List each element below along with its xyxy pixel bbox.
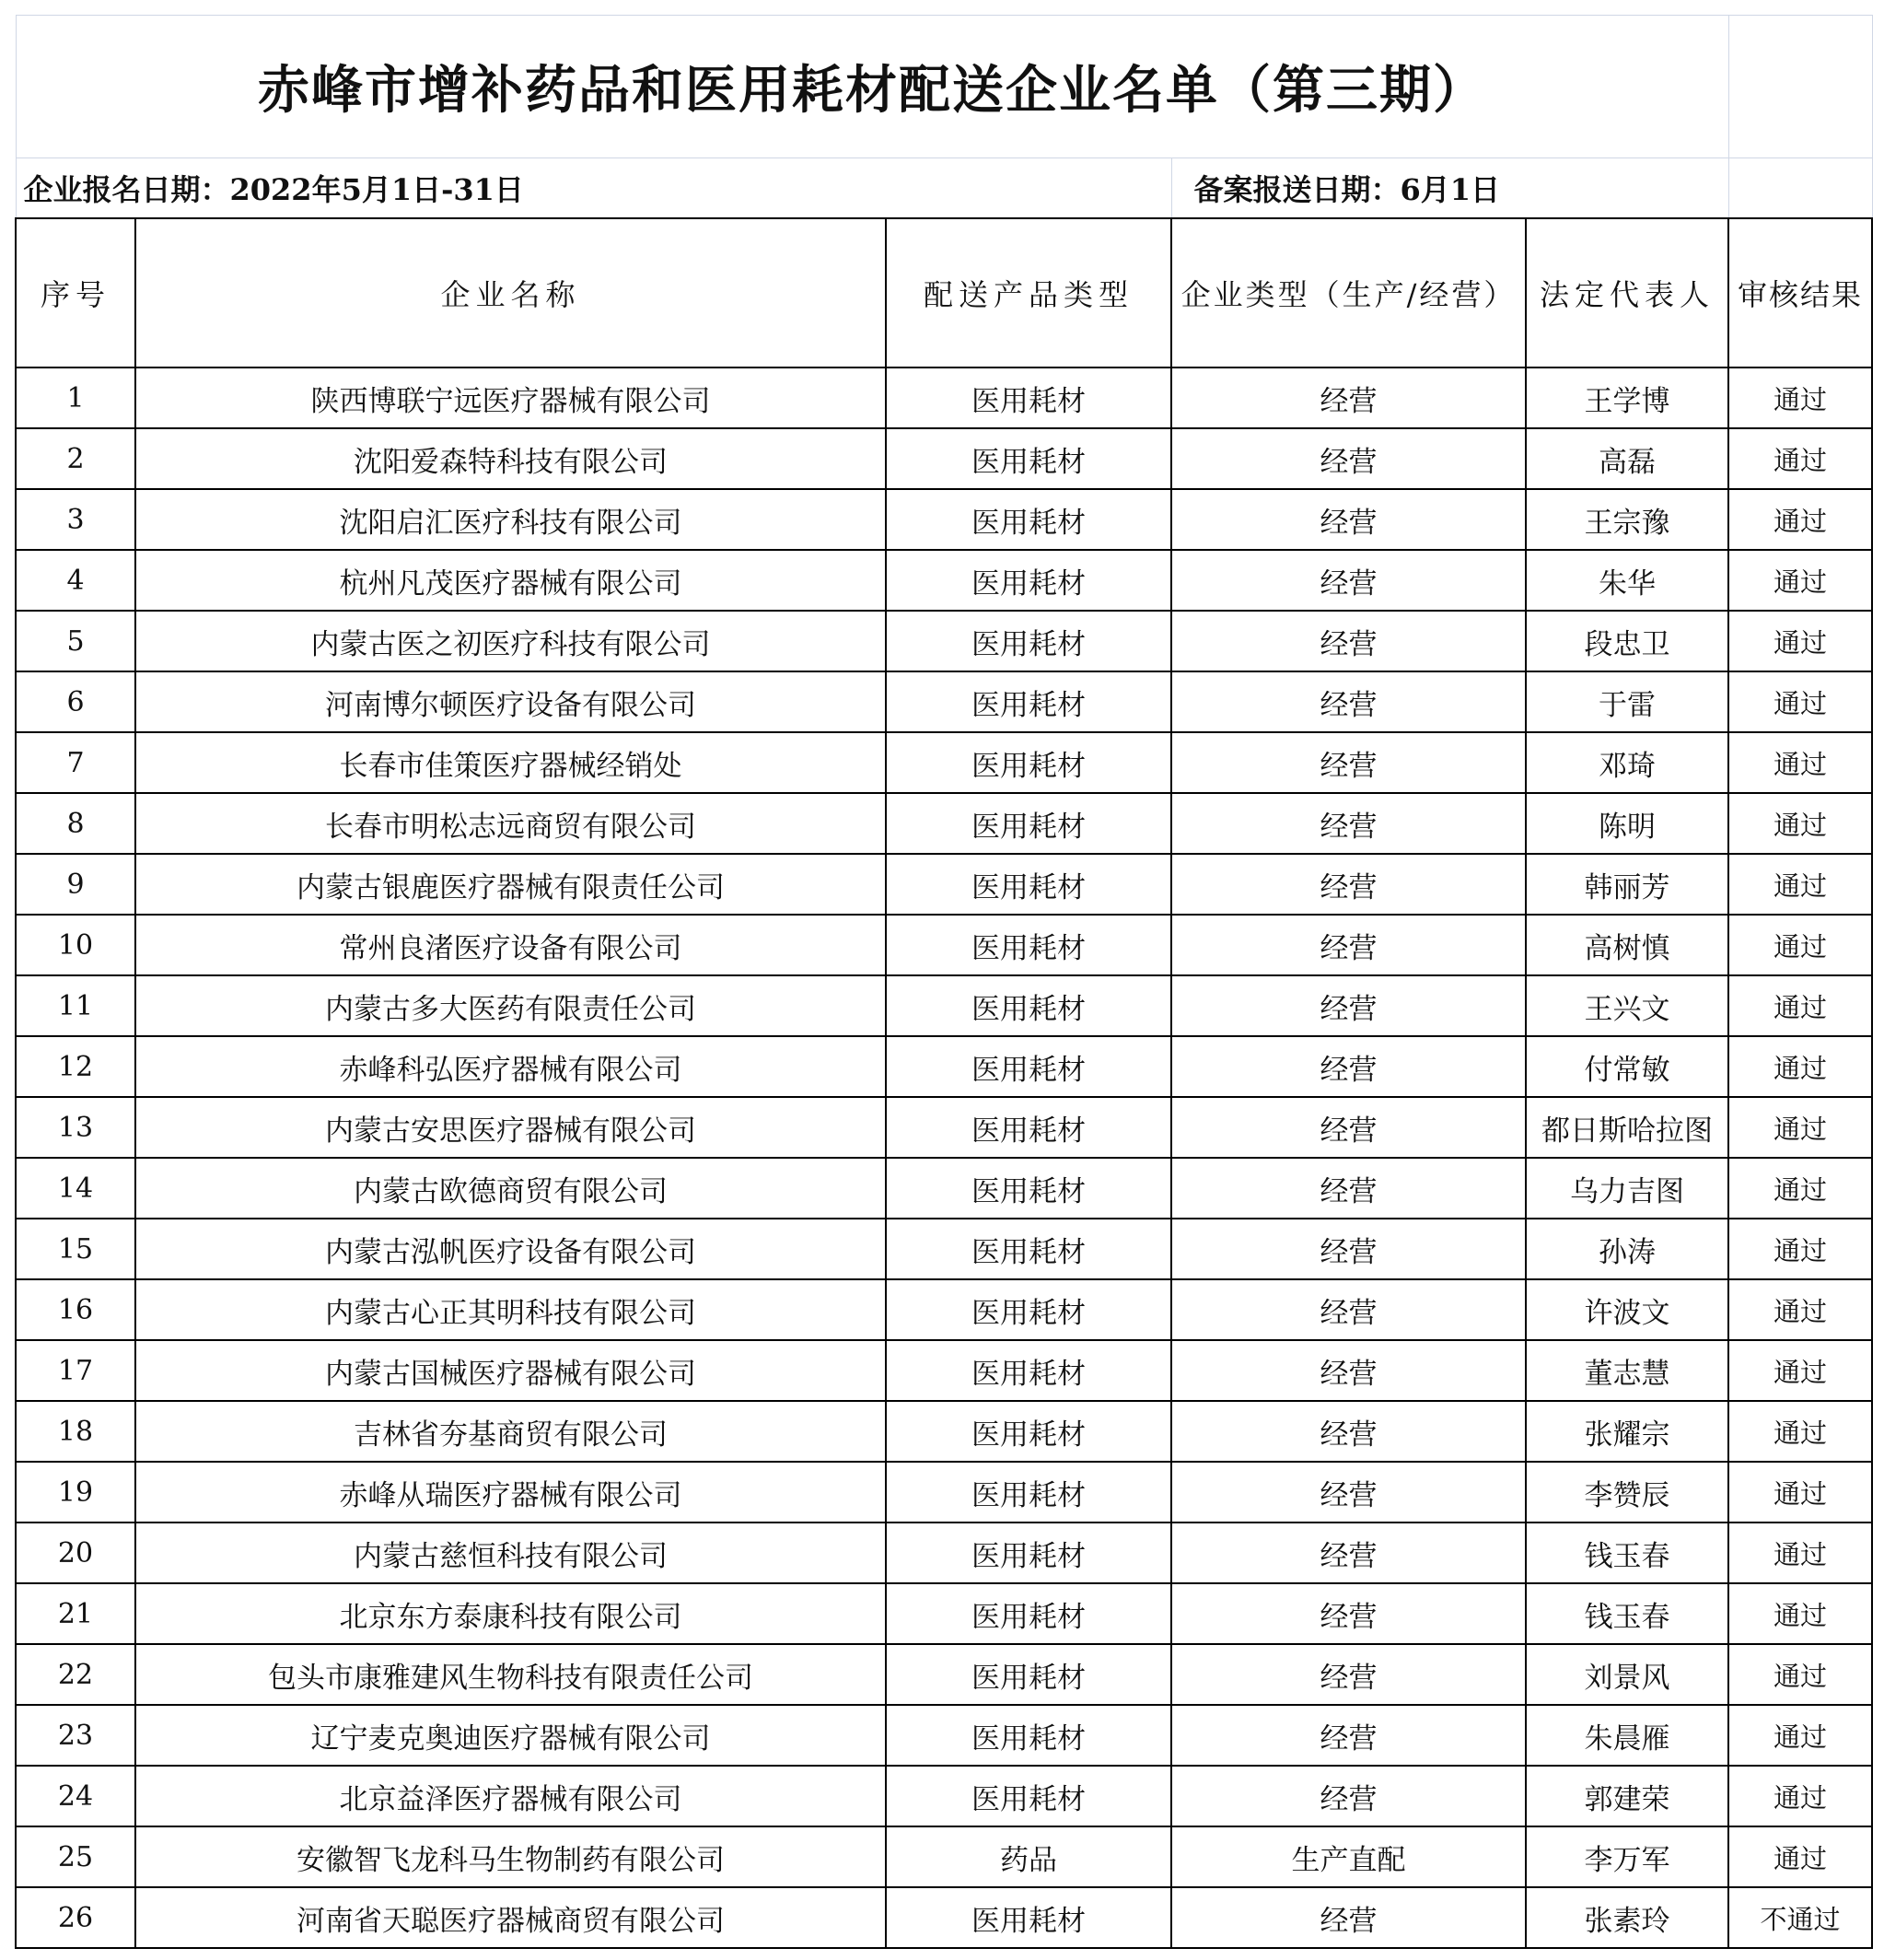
legal-representative: 段忠卫 bbox=[1526, 611, 1728, 671]
legal-representative: 王宗豫 bbox=[1526, 489, 1728, 550]
company-type: 经营 bbox=[1171, 793, 1526, 854]
company-name: 北京益泽医疗器械有限公司 bbox=[135, 1766, 886, 1826]
filing-date: 备案报送日期：6月1日 bbox=[1171, 158, 1728, 219]
company-name: 沈阳爱森特科技有限公司 bbox=[135, 428, 886, 489]
legal-representative: 董志慧 bbox=[1526, 1340, 1728, 1401]
company-type: 经营 bbox=[1171, 368, 1526, 428]
company-name: 内蒙古医之初医疗科技有限公司 bbox=[135, 611, 886, 671]
table-row bbox=[16, 671, 1872, 732]
empty-cell bbox=[1728, 16, 1872, 158]
product-type: 医用耗材 bbox=[886, 1887, 1171, 1948]
product-type: 医用耗材 bbox=[886, 611, 1171, 671]
review-result: 通过 bbox=[1728, 1340, 1872, 1401]
legal-representative: 朱华 bbox=[1526, 550, 1728, 611]
company-type: 经营 bbox=[1171, 550, 1526, 611]
row-index: 22 bbox=[16, 1644, 135, 1705]
product-type: 医用耗材 bbox=[886, 1583, 1171, 1644]
company-name: 赤峰科弘医疗器械有限公司 bbox=[135, 1036, 886, 1097]
product-type: 药品 bbox=[886, 1826, 1171, 1887]
review-result: 通过 bbox=[1728, 368, 1872, 428]
review-result: 通过 bbox=[1728, 1097, 1872, 1158]
table-row bbox=[16, 550, 1872, 611]
review-result: 通过 bbox=[1728, 793, 1872, 854]
legal-representative: 陈明 bbox=[1526, 793, 1728, 854]
legal-representative: 付常敏 bbox=[1526, 1036, 1728, 1097]
review-result: 通过 bbox=[1728, 550, 1872, 611]
company-name: 杭州凡茂医疗器械有限公司 bbox=[135, 550, 886, 611]
row-index: 23 bbox=[16, 1705, 135, 1766]
company-name: 沈阳启汇医疗科技有限公司 bbox=[135, 489, 886, 550]
row-index: 24 bbox=[16, 1766, 135, 1826]
review-result: 通过 bbox=[1728, 732, 1872, 793]
legal-representative: 刘景风 bbox=[1526, 1644, 1728, 1705]
table-row bbox=[16, 975, 1872, 1036]
row-index: 1 bbox=[16, 368, 135, 428]
column-header-product-type: 配送产品类型 bbox=[886, 218, 1171, 368]
review-result: 通过 bbox=[1728, 1401, 1872, 1462]
table-row bbox=[16, 732, 1872, 793]
table-row bbox=[16, 1401, 1872, 1462]
table-row bbox=[16, 1826, 1872, 1887]
company-type: 经营 bbox=[1171, 1766, 1526, 1826]
product-type: 医用耗材 bbox=[886, 1766, 1171, 1826]
table-row bbox=[16, 1644, 1872, 1705]
company-name: 北京东方泰康科技有限公司 bbox=[135, 1583, 886, 1644]
table-row bbox=[16, 1340, 1872, 1401]
row-index: 17 bbox=[16, 1340, 135, 1401]
meta-row bbox=[16, 158, 1872, 219]
company-type: 经营 bbox=[1171, 1036, 1526, 1097]
review-result: 通过 bbox=[1728, 915, 1872, 975]
review-result: 通过 bbox=[1728, 671, 1872, 732]
table-row bbox=[16, 1158, 1872, 1219]
row-index: 18 bbox=[16, 1401, 135, 1462]
legal-representative: 钱玉春 bbox=[1526, 1583, 1728, 1644]
table-header-row bbox=[16, 218, 1872, 368]
company-type: 经营 bbox=[1171, 1219, 1526, 1279]
table-row bbox=[16, 489, 1872, 550]
company-type: 经营 bbox=[1171, 732, 1526, 793]
legal-representative: 许波文 bbox=[1526, 1279, 1728, 1340]
column-header-index: 序号 bbox=[16, 218, 135, 368]
company-name: 辽宁麦克奥迪医疗器械有限公司 bbox=[135, 1705, 886, 1766]
row-index: 15 bbox=[16, 1219, 135, 1279]
company-name: 内蒙古慈恒科技有限公司 bbox=[135, 1522, 886, 1583]
row-index: 16 bbox=[16, 1279, 135, 1340]
company-type: 经营 bbox=[1171, 1462, 1526, 1522]
row-index: 9 bbox=[16, 854, 135, 915]
legal-representative: 朱晨雁 bbox=[1526, 1705, 1728, 1766]
legal-representative: 李赞辰 bbox=[1526, 1462, 1728, 1522]
table-row bbox=[16, 1462, 1872, 1522]
product-type: 医用耗材 bbox=[886, 671, 1171, 732]
row-index: 20 bbox=[16, 1522, 135, 1583]
product-type: 医用耗材 bbox=[886, 1097, 1171, 1158]
registration-date: 企业报名日期：2022年5月1日-31日 bbox=[16, 158, 1171, 219]
product-type: 医用耗材 bbox=[886, 1340, 1171, 1401]
table-row bbox=[16, 915, 1872, 975]
row-index: 4 bbox=[16, 550, 135, 611]
company-type: 经营 bbox=[1171, 1583, 1526, 1644]
review-result: 通过 bbox=[1728, 854, 1872, 915]
legal-representative: 韩丽芳 bbox=[1526, 854, 1728, 915]
table-row bbox=[16, 1219, 1872, 1279]
legal-representative: 王学博 bbox=[1526, 368, 1728, 428]
review-result: 通过 bbox=[1728, 611, 1872, 671]
review-result: 通过 bbox=[1728, 1279, 1872, 1340]
legal-representative: 张耀宗 bbox=[1526, 1401, 1728, 1462]
legal-representative: 张素玲 bbox=[1526, 1887, 1728, 1948]
page-title: 赤峰市增补药品和医用耗材配送企业名单（第三期） bbox=[16, 16, 1728, 158]
column-header-result: 审核结果 bbox=[1728, 218, 1872, 368]
company-name: 陕西博联宁远医疗器械有限公司 bbox=[135, 368, 886, 428]
table-row bbox=[16, 1097, 1872, 1158]
product-type: 医用耗材 bbox=[886, 489, 1171, 550]
review-result: 通过 bbox=[1728, 1036, 1872, 1097]
row-index: 19 bbox=[16, 1462, 135, 1522]
legal-representative: 邓琦 bbox=[1526, 732, 1728, 793]
row-index: 2 bbox=[16, 428, 135, 489]
row-index: 5 bbox=[16, 611, 135, 671]
review-result: 通过 bbox=[1728, 1522, 1872, 1583]
row-index: 25 bbox=[16, 1826, 135, 1887]
table-row bbox=[16, 1766, 1872, 1826]
table-row bbox=[16, 1279, 1872, 1340]
company-name: 赤峰从瑞医疗器械有限公司 bbox=[135, 1462, 886, 1522]
company-type: 经营 bbox=[1171, 1644, 1526, 1705]
table-row bbox=[16, 1705, 1872, 1766]
company-type: 经营 bbox=[1171, 1340, 1526, 1401]
product-type: 医用耗材 bbox=[886, 854, 1171, 915]
row-index: 21 bbox=[16, 1583, 135, 1644]
legal-representative: 于雷 bbox=[1526, 671, 1728, 732]
review-result: 通过 bbox=[1728, 428, 1872, 489]
table-row bbox=[16, 1583, 1872, 1644]
column-header-legal-rep: 法定代表人 bbox=[1526, 218, 1728, 368]
table-row bbox=[16, 854, 1872, 915]
company-type: 经营 bbox=[1171, 1401, 1526, 1462]
legal-representative: 孙涛 bbox=[1526, 1219, 1728, 1279]
company-type: 经营 bbox=[1171, 1279, 1526, 1340]
company-type: 经营 bbox=[1171, 1705, 1526, 1766]
product-type: 医用耗材 bbox=[886, 1644, 1171, 1705]
table-row bbox=[16, 1522, 1872, 1583]
product-type: 医用耗材 bbox=[886, 732, 1171, 793]
table-row bbox=[16, 611, 1872, 671]
row-index: 13 bbox=[16, 1097, 135, 1158]
review-result: 通过 bbox=[1728, 975, 1872, 1036]
product-type: 医用耗材 bbox=[886, 368, 1171, 428]
product-type: 医用耗材 bbox=[886, 1219, 1171, 1279]
company-type: 经营 bbox=[1171, 975, 1526, 1036]
company-type: 经营 bbox=[1171, 489, 1526, 550]
legal-representative: 钱玉春 bbox=[1526, 1522, 1728, 1583]
company-type: 经营 bbox=[1171, 1158, 1526, 1219]
legal-representative: 李万军 bbox=[1526, 1826, 1728, 1887]
row-index: 14 bbox=[16, 1158, 135, 1219]
row-index: 8 bbox=[16, 793, 135, 854]
review-result: 通过 bbox=[1728, 1462, 1872, 1522]
column-header-company-type: 企业类型（生产/经营） bbox=[1171, 218, 1526, 368]
review-result: 通过 bbox=[1728, 1826, 1872, 1887]
product-type: 医用耗材 bbox=[886, 1462, 1171, 1522]
company-name: 河南省天聪医疗器械商贸有限公司 bbox=[135, 1887, 886, 1948]
company-name: 内蒙古国械医疗器械有限公司 bbox=[135, 1340, 886, 1401]
title-row bbox=[16, 16, 1872, 158]
company-name: 内蒙古安思医疗器械有限公司 bbox=[135, 1097, 886, 1158]
product-type: 医用耗材 bbox=[886, 1401, 1171, 1462]
legal-representative: 乌力吉图 bbox=[1526, 1158, 1728, 1219]
column-header-company: 企业名称 bbox=[135, 218, 886, 368]
product-type: 医用耗材 bbox=[886, 793, 1171, 854]
company-type: 经营 bbox=[1171, 671, 1526, 732]
legal-representative: 都日斯哈拉图 bbox=[1526, 1097, 1728, 1158]
review-result: 通过 bbox=[1728, 1583, 1872, 1644]
spreadsheet-page bbox=[15, 15, 1871, 1945]
table-row bbox=[16, 1036, 1872, 1097]
product-type: 医用耗材 bbox=[886, 550, 1171, 611]
company-name: 长春市明松志远商贸有限公司 bbox=[135, 793, 886, 854]
review-result: 通过 bbox=[1728, 1705, 1872, 1766]
product-type: 医用耗材 bbox=[886, 1036, 1171, 1097]
legal-representative: 高磊 bbox=[1526, 428, 1728, 489]
enterprise-list-table bbox=[15, 15, 1873, 1949]
company-type: 经营 bbox=[1171, 1887, 1526, 1948]
table-row bbox=[16, 1887, 1872, 1948]
company-name: 内蒙古多大医药有限责任公司 bbox=[135, 975, 886, 1036]
company-name: 内蒙古银鹿医疗器械有限责任公司 bbox=[135, 854, 886, 915]
legal-representative: 郭建荣 bbox=[1526, 1766, 1728, 1826]
review-result: 通过 bbox=[1728, 1158, 1872, 1219]
legal-representative: 高树慎 bbox=[1526, 915, 1728, 975]
table-row bbox=[16, 793, 1872, 854]
table-row bbox=[16, 368, 1872, 428]
product-type: 医用耗材 bbox=[886, 915, 1171, 975]
review-result: 通过 bbox=[1728, 1766, 1872, 1826]
company-name: 河南博尔顿医疗设备有限公司 bbox=[135, 671, 886, 732]
review-result: 通过 bbox=[1728, 1644, 1872, 1705]
empty-cell bbox=[1728, 158, 1872, 219]
product-type: 医用耗材 bbox=[886, 1279, 1171, 1340]
company-name: 内蒙古欧德商贸有限公司 bbox=[135, 1158, 886, 1219]
row-index: 11 bbox=[16, 975, 135, 1036]
product-type: 医用耗材 bbox=[886, 1705, 1171, 1766]
company-type: 生产直配 bbox=[1171, 1826, 1526, 1887]
company-type: 经营 bbox=[1171, 1522, 1526, 1583]
row-index: 3 bbox=[16, 489, 135, 550]
product-type: 医用耗材 bbox=[886, 428, 1171, 489]
company-type: 经营 bbox=[1171, 1097, 1526, 1158]
product-type: 医用耗材 bbox=[886, 1522, 1171, 1583]
table-row bbox=[16, 428, 1872, 489]
review-result: 通过 bbox=[1728, 489, 1872, 550]
company-name: 常州良渚医疗设备有限公司 bbox=[135, 915, 886, 975]
company-type: 经营 bbox=[1171, 854, 1526, 915]
company-name: 长春市佳策医疗器械经销处 bbox=[135, 732, 886, 793]
company-type: 经营 bbox=[1171, 915, 1526, 975]
product-type: 医用耗材 bbox=[886, 1158, 1171, 1219]
row-index: 10 bbox=[16, 915, 135, 975]
company-type: 经营 bbox=[1171, 611, 1526, 671]
row-index: 12 bbox=[16, 1036, 135, 1097]
legal-representative: 王兴文 bbox=[1526, 975, 1728, 1036]
review-result: 不通过 bbox=[1728, 1887, 1872, 1948]
company-name: 吉林省夯基商贸有限公司 bbox=[135, 1401, 886, 1462]
product-type: 医用耗材 bbox=[886, 975, 1171, 1036]
company-name: 安徽智飞龙科马生物制药有限公司 bbox=[135, 1826, 886, 1887]
company-name: 内蒙古泓帆医疗设备有限公司 bbox=[135, 1219, 886, 1279]
row-index: 6 bbox=[16, 671, 135, 732]
review-result: 通过 bbox=[1728, 1219, 1872, 1279]
company-type: 经营 bbox=[1171, 428, 1526, 489]
row-index: 7 bbox=[16, 732, 135, 793]
company-name: 内蒙古心正其明科技有限公司 bbox=[135, 1279, 886, 1340]
row-index: 26 bbox=[16, 1887, 135, 1948]
company-name: 包头市康雅建风生物科技有限责任公司 bbox=[135, 1644, 886, 1705]
